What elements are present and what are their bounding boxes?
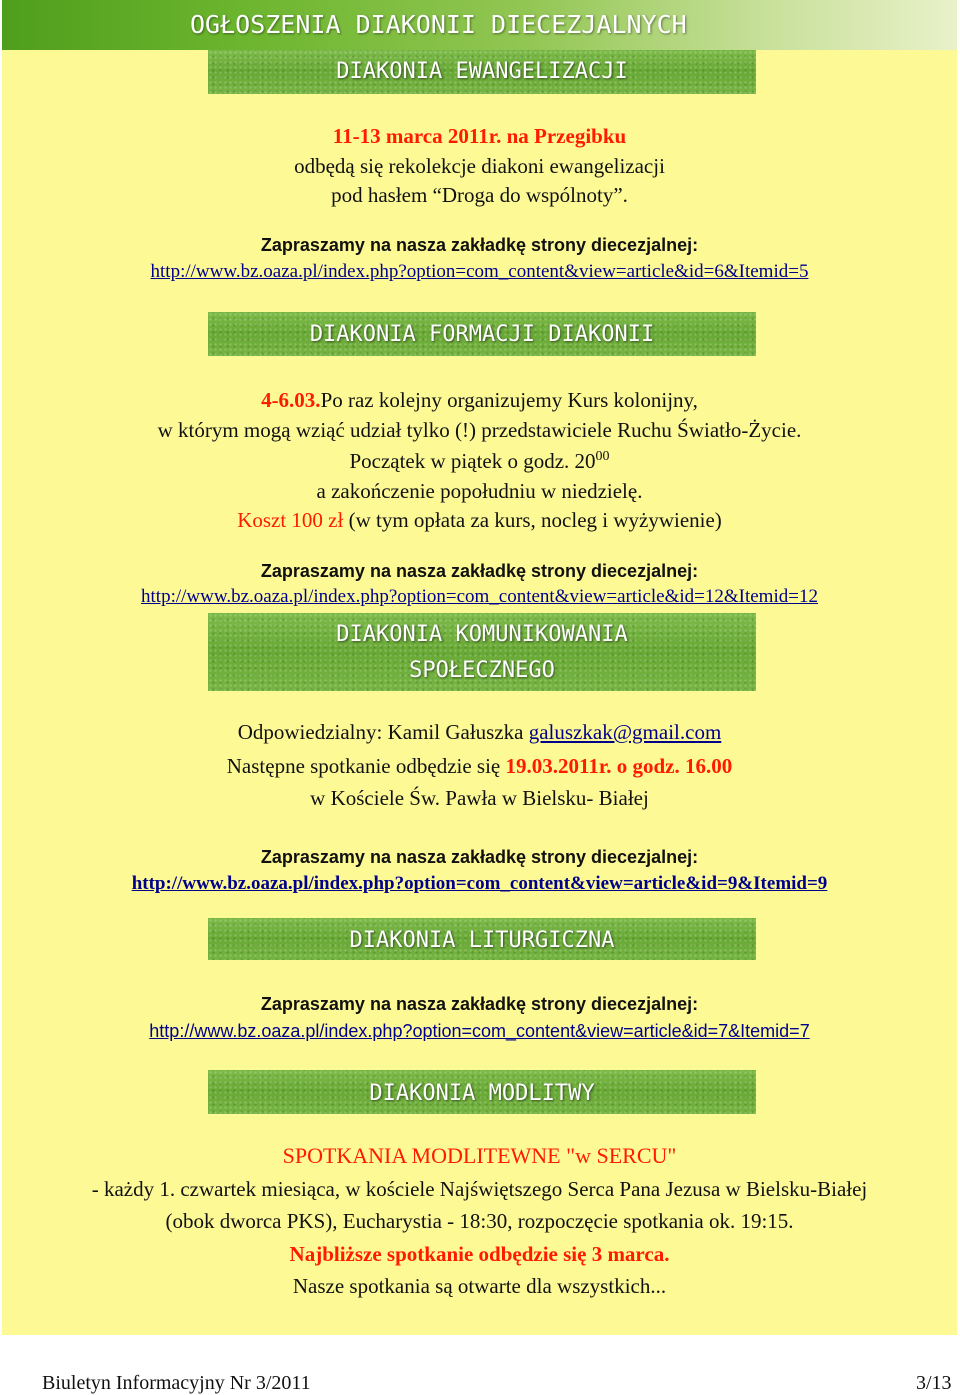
formacja-cost-detail: (w tym opłata za kurs, nocleg i wyżywienie) xyxy=(343,508,722,532)
modlitwa-next-meeting: Najbliższe spotkanie odbędzie się 3 marca. xyxy=(289,1242,670,1266)
responsible-label: Odpowiedzialny: Kamil Gałuszka xyxy=(237,720,524,744)
formacja-cost: Koszt 100 zł xyxy=(237,508,344,532)
footer-title: Biuletyn Informacyjny Nr 3/2011 xyxy=(42,1372,311,1394)
meeting-prefix: Następne spotkanie odbędzie się xyxy=(226,754,506,778)
formacja-cost-line xyxy=(2,508,957,533)
liturgia-link[interactable]: http://www.bz.oaza.pl/index.php?option=com_content&view=article&id=7&Itemid=7 xyxy=(149,1021,810,1041)
link-row xyxy=(2,1018,957,1043)
title-bar xyxy=(2,0,957,50)
heading-text-line-2: SPOŁECZNEGO xyxy=(409,658,555,683)
page-title: OGŁOSZENIA DIAKONII DIECEZJALNYCH xyxy=(190,10,687,39)
bulletin-panel xyxy=(2,0,957,1335)
komunikowanie-meeting xyxy=(2,754,957,779)
link-row xyxy=(2,261,957,283)
ewangelizacja-line-3: pod hasłem “Droga do wspólnoty”. xyxy=(331,183,628,207)
komunikowanie-place: w Kościele Św. Pawła w Bielsku- Białej xyxy=(310,786,649,810)
modlitwa-open: Nasze spotkania są otwarte dla wszystkich... xyxy=(292,1274,667,1298)
komunikowanie-link[interactable]: http://www.bz.oaza.pl/index.php?option=com_content&view=article&id=9&Itemid=9 xyxy=(131,873,828,894)
heading-text: DIAKONIA LITURGICZNA xyxy=(349,928,615,953)
formacja-line-3 xyxy=(2,449,957,474)
formacja-start-minutes: 00 xyxy=(595,449,610,464)
formacja-line-1-text: Po raz kolejny organizujemy Kurs kolonijny, xyxy=(320,388,698,412)
link-row xyxy=(2,586,957,608)
modlitwa-line-2: (obok dworca PKS), Eucharystia - 18:30, rozpoczęcie spotkania ok. 19:15. xyxy=(165,1209,794,1233)
heading-text: DIAKONIA FORMACJI DIAKONII xyxy=(309,322,655,347)
section-heading-liturgia xyxy=(208,918,756,960)
formacja-date: 4-6.03. xyxy=(261,388,321,412)
section-heading-formacja xyxy=(208,312,756,356)
section-heading-ewangelizacja xyxy=(208,50,756,94)
responsible-email-link[interactable]: galuszkak@gmail.com xyxy=(528,720,722,744)
invite-label: Zapraszamy na nasza zakładkę strony diecezjalnej: xyxy=(260,235,699,255)
formacja-line-1 xyxy=(2,388,957,413)
ewangelizacja-link[interactable]: http://www.bz.oaza.pl/index.php?option=com_content&view=article&id=6&Itemid=5 xyxy=(150,261,809,282)
invite-label: Zapraszamy na nasza zakładkę strony diecezjalnej: xyxy=(260,847,699,867)
meeting-date: 19.03.2011r. o godz. 16.00 xyxy=(505,754,733,778)
section-heading-modlitwa xyxy=(208,1070,756,1114)
formacja-start-time: Początek w piątek o godz. 20 xyxy=(349,449,596,473)
footer-page-number: 3/13 xyxy=(916,1372,952,1394)
formacja-line-2: w którym mogą wziąć udział tylko (!) przedstawiciele Ruchu Światło-Życie. xyxy=(157,418,802,442)
formacja-line-4: a zakończenie popołudniu w niedzielę. xyxy=(316,479,643,503)
modlitwa-subheading: SPOTKANIA MODLITEWNE "w SERCU" xyxy=(282,1143,677,1168)
section-heading-komunikowanie xyxy=(208,613,756,691)
heading-text: DIAKONIA MODLITWY xyxy=(369,1081,595,1106)
invite-label: Zapraszamy na nasza zakładkę strony diecezjalnej: xyxy=(260,994,699,1014)
komunikowanie-responsible xyxy=(2,720,957,745)
link-row xyxy=(2,873,957,895)
heading-text: DIAKONIA EWANGELIZACJI xyxy=(336,59,628,84)
formacja-link[interactable]: http://www.bz.oaza.pl/index.php?option=com_content&view=article&id=12&Itemid=12 xyxy=(141,586,818,607)
modlitwa-line-1: - każdy 1. czwartek miesiąca, w kościele Najświętszego Serca Pana Jezusa w Bielsku-Białej xyxy=(91,1177,868,1201)
ewangelizacja-date: 11-13 marca 2011r. na Przegibku xyxy=(332,124,627,148)
ewangelizacja-line-2: odbędą się rekolekcje diakoni ewangelizacji xyxy=(294,154,665,178)
invite-label: Zapraszamy na nasza zakładkę strony diecezjalnej: xyxy=(260,561,699,581)
heading-text-line-1: DIAKONIA KOMUNIKOWANIA xyxy=(336,622,628,647)
